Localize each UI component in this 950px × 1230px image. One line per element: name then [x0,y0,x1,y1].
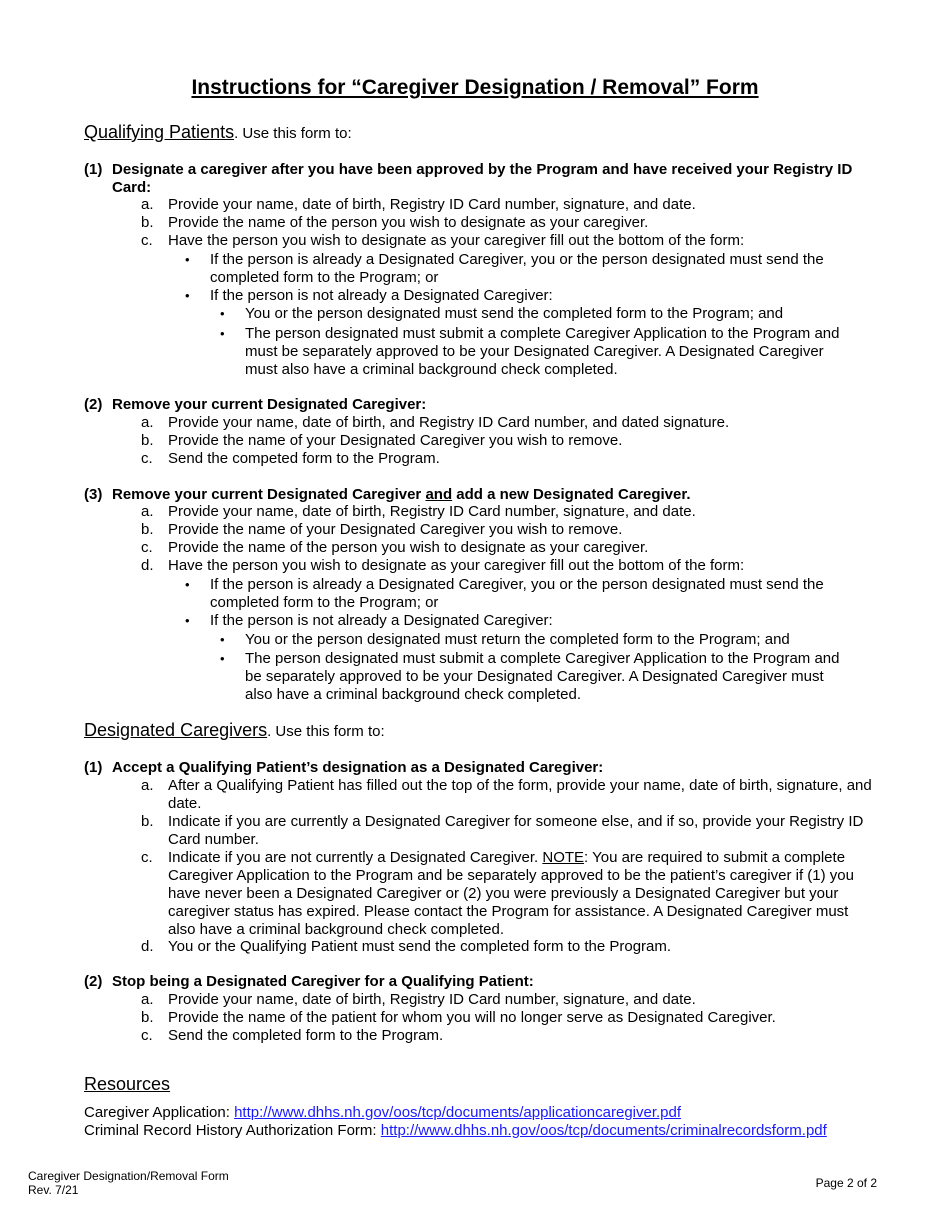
section-designated-caregivers [84,720,385,741]
bullet-glyph: • [220,632,225,647]
list-text: Send the completed form to the Program. [168,1027,444,1044]
list-text: Indicate if you are currently a Designated Caregiver for someone else, and if so, provide your Registry ID Card number. [168,813,864,848]
item-number: (2) [84,973,103,990]
list-letter: c. [141,849,153,866]
resource-line-criminal-record-form [84,1122,827,1140]
list-text [168,849,880,939]
item-title: Remove your current Designated Caregiver: [112,396,427,413]
bullet-glyph: • [220,326,225,341]
bullet-glyph: • [185,252,190,267]
list-text: Provide your name, date of birth, Registry ID Card number, signature, and date. [168,196,696,213]
list-letter: b. [141,813,154,830]
bullet-text: If the person is not already a Designated Caregiver: [210,612,553,629]
section-heading: Designated Caregivers [84,720,268,740]
section-heading: Resources [84,1074,171,1094]
resource-label: Criminal Record History Authorization Form: [84,1122,381,1139]
section-intro: . Use this form to: [267,723,385,740]
list-text: Provide the name of the person you wish to designate as your caregiver. [168,214,649,231]
list-letter: c. [141,232,153,249]
bullet-glyph: • [185,288,190,303]
item-number: (2) [84,396,103,413]
list-letter: a. [141,777,154,794]
bullet-glyph: • [185,613,190,628]
footer-form-name: Caregiver Designation/Removal Form [28,1169,229,1183]
list-letter: a. [141,503,154,520]
list-letter: c. [141,1027,153,1044]
bullet-text: You or the person designated must return the completed form to the Program; and [245,631,790,648]
resource-label: Caregiver Application: [84,1104,235,1121]
list-text-part: : You are required to submit a complete Caregiver Application to the Program and be separately approved to be the patient’s caregiver if (1) you have never been a Designated Caregiver or (2) you were previously a Designated Caregiver but your caregiver status has expired. Please contact the Program for assistance. A Designated Caregiver must also have a criminal background check completed. [168,849,854,938]
note-label: NOTE [542,849,585,866]
list-text: You or the Qualifying Patient must send the completed form to the Program. [168,938,672,955]
footer-page-number: Page 2 of 2 [815,1176,877,1190]
title-underlined: and [425,486,453,503]
list-letter: a. [141,196,154,213]
section-resources [84,1074,170,1095]
list-text: Have the person you wish to designate as your caregiver fill out the bottom of the form: [168,232,745,249]
section-qualifying-patients [84,122,352,143]
bullet-glyph: • [220,651,225,666]
list-text: Provide the name of the patient for whom you will no longer serve as Designated Caregiver. [168,1009,776,1026]
list-letter: b. [141,1009,154,1026]
qp-item-1 [84,161,884,197]
item-title: Accept a Qualifying Patient’s designation as a Designated Caregiver: [112,759,604,776]
item-title: Designate a caregiver after you have been approved by the Program and have received your Registry ID Card: [112,161,853,196]
bullet-glyph: • [185,577,190,592]
list-text: Provide your name, date of birth, Registry ID Card number, signature, and date. [168,503,696,520]
item-number: (3) [84,486,103,503]
list-letter: c. [141,539,153,556]
list-text: Provide the name of your Designated Caregiver you wish to remove. [168,432,623,449]
list-text: Provide the name of your Designated Caregiver you wish to remove. [168,521,623,538]
list-text: Provide the name of the person you wish to designate as your caregiver. [168,539,649,556]
list-text: Have the person you wish to designate as your caregiver fill out the bottom of the form: [168,557,745,574]
list-text: After a Qualifying Patient has filled out the top of the form, provide your name, date of birth, signature, and date. [168,777,872,812]
item-title [112,486,882,504]
document-title: Instructions for “Caregiver Designation / Removal” Form [191,76,759,99]
list-letter: c. [141,450,153,467]
item-number: (1) [84,161,103,178]
section-intro: . Use this form to: [234,125,352,142]
list-text: Provide your name, date of birth, Registry ID Card number, signature, and date. [168,991,696,1008]
criminal-record-form-link[interactable]: http://www.dhhs.nh.gov/oos/tcp/documents/criminalrecordsform.pdf [380,1122,827,1139]
list-text: Send the competed form to the Program. [168,450,440,467]
bullet-text: If the person is already a Designated Caregiver, you or the person designated must send the completed form to the Program; or [210,251,824,286]
item-title: Stop being a Designated Caregiver for a Qualifying Patient: [112,973,534,990]
bullet-text: The person designated must submit a complete Caregiver Application to the Program and be separately approved to be your Designated Caregiver. A Designated Caregiver must also have a criminal background check completed. [245,650,840,703]
footer-revision: Rev. 7/21 [28,1183,79,1197]
title-part: Remove your current Designated Caregiver [112,486,426,503]
title-part: add a new Designated Caregiver. [452,486,691,503]
list-letter: b. [141,214,154,231]
bullet-glyph: • [220,306,225,321]
bullet-text: If the person is already a Designated Caregiver, you or the person designated must send the completed form to the Program; or [210,576,824,611]
section-heading: Qualifying Patients [84,122,235,142]
bullet-text: You or the person designated must send the completed form to the Program; and [245,305,784,322]
list-letter: a. [141,991,154,1008]
caregiver-application-link[interactable]: http://www.dhhs.nh.gov/oos/tcp/documents/applicationcaregiver.pdf [234,1104,682,1121]
bullet-text: If the person is not already a Designated Caregiver: [210,287,553,304]
list-letter: d. [141,938,154,955]
list-text: Provide your name, date of birth, and Registry ID Card number, and dated signature. [168,414,730,431]
resource-line-caregiver-application [84,1104,681,1122]
list-letter: b. [141,521,154,538]
list-text-part: Indicate if you are not currently a Designated Caregiver. [168,849,543,866]
list-letter: d. [141,557,154,574]
item-number: (1) [84,759,103,776]
bullet-text: The person designated must submit a complete Caregiver Application to the Program and must be separately approved to be your Designated Caregiver. A Designated Caregiver must also have a criminal background check completed. [245,325,840,378]
list-letter: b. [141,432,154,449]
list-letter: a. [141,414,154,431]
